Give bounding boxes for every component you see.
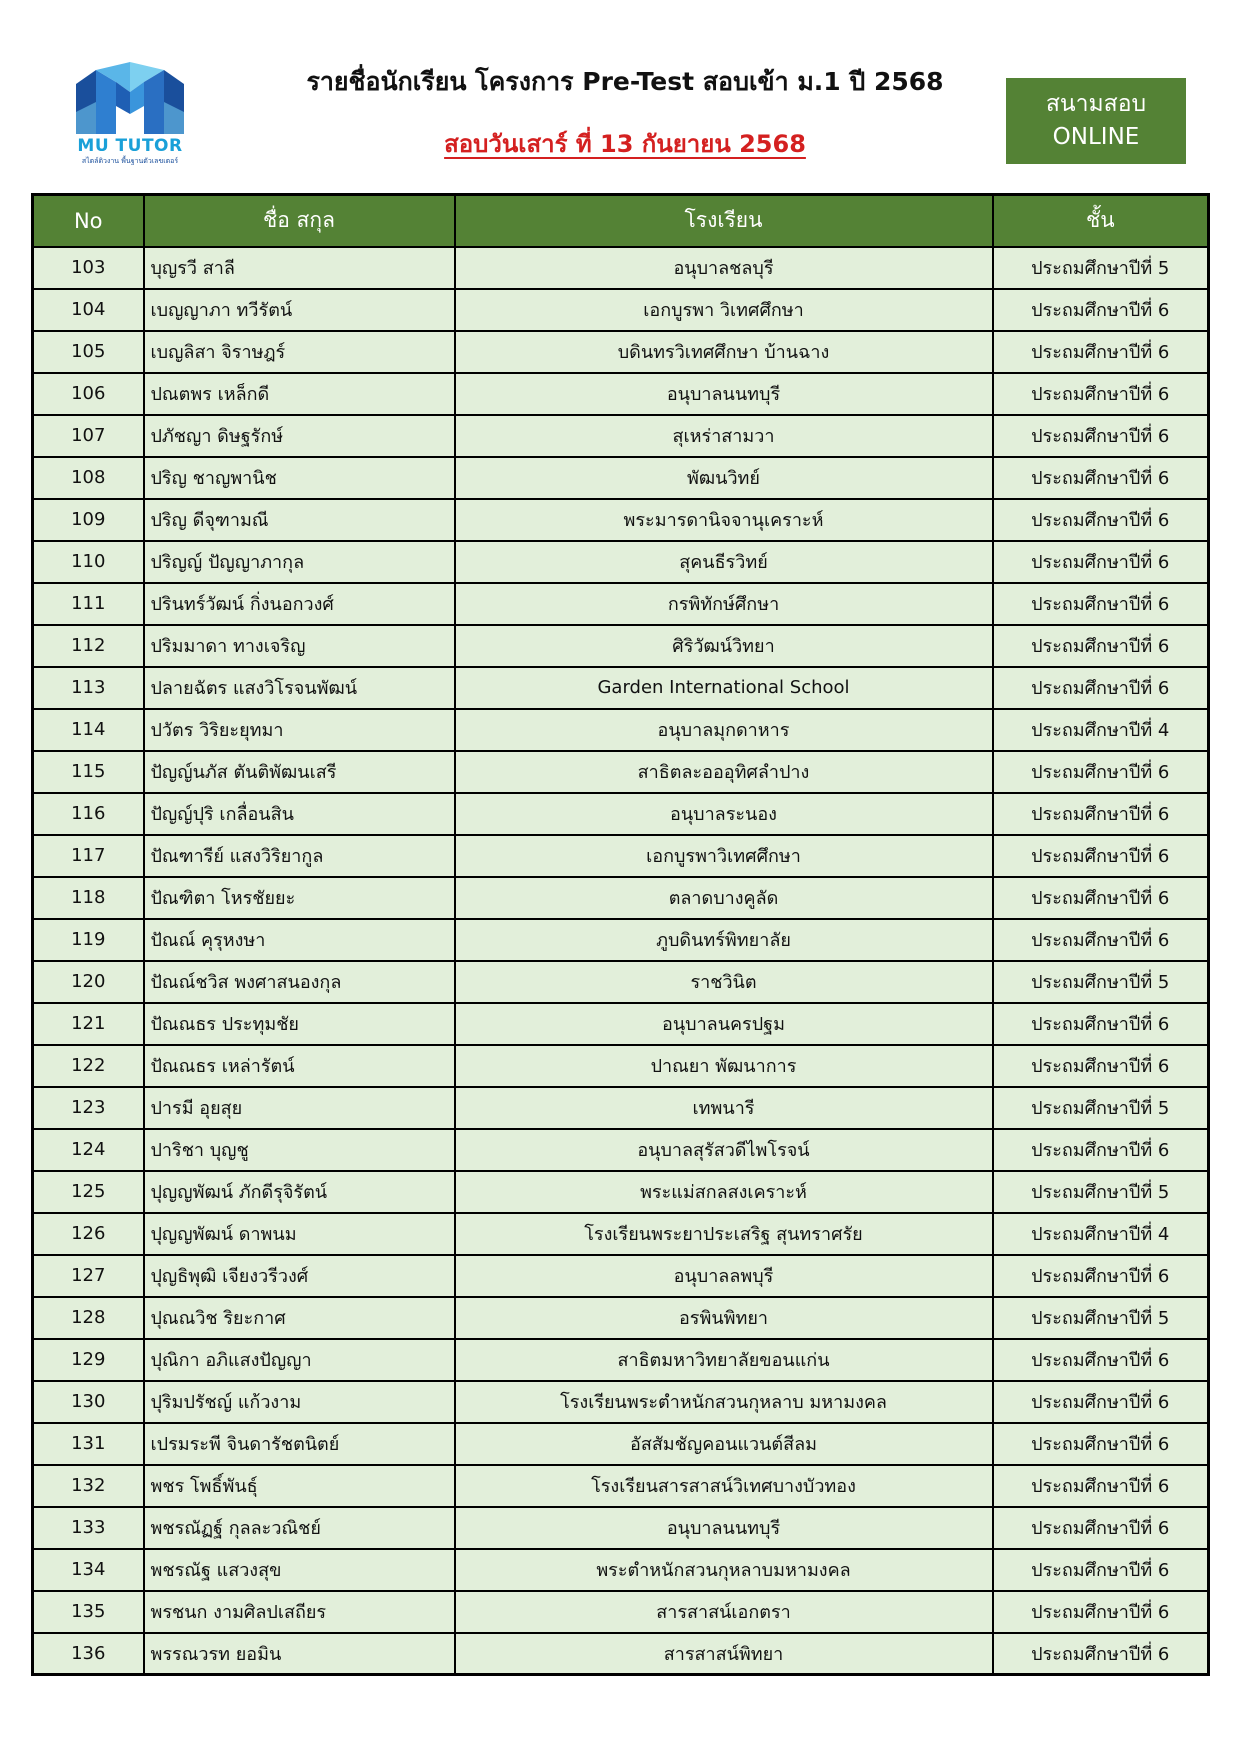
cell-grade: ประถมศึกษาปีที่ 6 xyxy=(993,1129,1209,1171)
logo-m-mark-icon xyxy=(76,62,184,134)
cell-school: สารสาสน์พิทยา xyxy=(455,1633,993,1675)
cell-name: พรรณวรท ยอมิน xyxy=(144,1633,455,1675)
cell-grade: ประถมศึกษาปีที่ 6 xyxy=(993,331,1209,373)
table-row xyxy=(33,961,1209,1003)
cell-school: อนุบาลสุรัสวดีไพโรจน์ xyxy=(455,1129,993,1171)
table-row xyxy=(33,1255,1209,1297)
cell-name: เบญลิสา จิราษฎร์ xyxy=(144,331,455,373)
cell-no: 129 xyxy=(33,1339,144,1381)
cell-no: 123 xyxy=(33,1087,144,1129)
cell-school: อนุบาลลพบุรี xyxy=(455,1255,993,1297)
cell-school: อนุบาลนนทบุรี xyxy=(455,1507,993,1549)
cell-school: ศิริวัฒน์วิทยา xyxy=(455,625,993,667)
cell-name: ปัณณ์ คุรุหงษา xyxy=(144,919,455,961)
cell-name: พรชนก งามศิลปเสถียร xyxy=(144,1591,455,1633)
cell-school: พระแม่สกลสงเคราะห์ xyxy=(455,1171,993,1213)
cell-name: ปัญญ์นภัส ตันติพัฒนเสรี xyxy=(144,751,455,793)
cell-no: 134 xyxy=(33,1549,144,1591)
column-header-name: ชื่อ สกุล xyxy=(144,195,455,247)
cell-no: 128 xyxy=(33,1297,144,1339)
cell-name: เปรมระพี จินดารัชตนิตย์ xyxy=(144,1423,455,1465)
cell-name: ปลายฉัตร แสงวิโรจนพัฒน์ xyxy=(144,667,455,709)
cell-name: ปารมี อุยสุย xyxy=(144,1087,455,1129)
cell-no: 110 xyxy=(33,541,144,583)
cell-name: ปัณฑารีย์ แสงวิริยากูล xyxy=(144,835,455,877)
cell-no: 109 xyxy=(33,499,144,541)
cell-school: สารสาสน์เอกตรา xyxy=(455,1591,993,1633)
cell-no: 111 xyxy=(33,583,144,625)
cell-grade: ประถมศึกษาปีที่ 6 xyxy=(993,1549,1209,1591)
table-row xyxy=(33,1591,1209,1633)
cell-grade: ประถมศึกษาปีที่ 6 xyxy=(993,919,1209,961)
cell-grade: ประถมศึกษาปีที่ 5 xyxy=(993,247,1209,289)
cell-name: ปริญญ์ ปัญญาภากุล xyxy=(144,541,455,583)
cell-school: เอกบูรพาวิเทศศึกษา xyxy=(455,835,993,877)
table-row xyxy=(33,1045,1209,1087)
cell-no: 130 xyxy=(33,1381,144,1423)
cell-no: 135 xyxy=(33,1591,144,1633)
cell-grade: ประถมศึกษาปีที่ 6 xyxy=(993,289,1209,331)
cell-no: 103 xyxy=(33,247,144,289)
cell-grade: ประถมศึกษาปีที่ 5 xyxy=(993,1087,1209,1129)
cell-name: ปัญญ์ปุริ เกลื่อนสิน xyxy=(144,793,455,835)
logo-brand-text: MU TUTOR xyxy=(77,136,183,156)
cell-name: พชรณัฏฐ์ กุลละวณิชย์ xyxy=(144,1507,455,1549)
cell-no: 108 xyxy=(33,457,144,499)
cell-no: 121 xyxy=(33,1003,144,1045)
cell-no: 117 xyxy=(33,835,144,877)
cell-name: ปัณฑิตา โหรชัยยะ xyxy=(144,877,455,919)
cell-grade: ประถมศึกษาปีที่ 6 xyxy=(993,1255,1209,1297)
cell-grade: ประถมศึกษาปีที่ 6 xyxy=(993,1381,1209,1423)
cell-no: 106 xyxy=(33,373,144,415)
table-row xyxy=(33,499,1209,541)
cell-grade: ประถมศึกษาปีที่ 5 xyxy=(993,1297,1209,1339)
cell-name: ปรินทร์วัฒน์ กิ่งนอกวงศ์ xyxy=(144,583,455,625)
cell-grade: ประถมศึกษาปีที่ 6 xyxy=(993,541,1209,583)
cell-school: เทพนารี xyxy=(455,1087,993,1129)
cell-name: ปุญญพัฒน์ ภักดีรุจิรัตน์ xyxy=(144,1171,455,1213)
cell-school: อนุบาลระนอง xyxy=(455,793,993,835)
student-roster-table xyxy=(31,193,1210,1676)
cell-school: พระมารดานิจจานุเคราะห์ xyxy=(455,499,993,541)
table-row xyxy=(33,583,1209,625)
table-row xyxy=(33,1171,1209,1213)
cell-name: ปริญ ดีจุฑามณี xyxy=(144,499,455,541)
cell-school: สาธิตมหาวิทยาลัยขอนแก่น xyxy=(455,1339,993,1381)
cell-grade: ประถมศึกษาปีที่ 6 xyxy=(993,1591,1209,1633)
table-row xyxy=(33,751,1209,793)
cell-grade: ประถมศึกษาปีที่ 4 xyxy=(993,1213,1209,1255)
table-row xyxy=(33,1339,1209,1381)
cell-no: 118 xyxy=(33,877,144,919)
cell-name: บุญรวี สาลี xyxy=(144,247,455,289)
cell-school: อนุบาลนนทบุรี xyxy=(455,373,993,415)
table-row xyxy=(33,1549,1209,1591)
cell-school: ปาณยา พัฒนาการ xyxy=(455,1045,993,1087)
column-header-no: No xyxy=(33,195,144,247)
cell-school: อนุบาลชลบุรี xyxy=(455,247,993,289)
cell-name: ปริมมาดา ทางเจริญ xyxy=(144,625,455,667)
cell-school: อนุบาลนครปฐม xyxy=(455,1003,993,1045)
cell-school: กรพิทักษ์ศึกษา xyxy=(455,583,993,625)
cell-no: 122 xyxy=(33,1045,144,1087)
cell-school: ราชวินิต xyxy=(455,961,993,1003)
cell-no: 125 xyxy=(33,1171,144,1213)
cell-no: 124 xyxy=(33,1129,144,1171)
cell-no: 107 xyxy=(33,415,144,457)
cell-grade: ประถมศึกษาปีที่ 6 xyxy=(993,1045,1209,1087)
logo-tagline: สไตล์ติวงาน พื้นฐานตัวเลขเตอร์ xyxy=(81,157,179,165)
cell-no: 136 xyxy=(33,1633,144,1675)
cell-name: ปุญธิพุฒิ เจียงวรีวงศ์ xyxy=(144,1255,455,1297)
table-row xyxy=(33,709,1209,751)
cell-grade: ประถมศึกษาปีที่ 6 xyxy=(993,793,1209,835)
cell-school: สุคนธีรวิทย์ xyxy=(455,541,993,583)
cell-grade: ประถมศึกษาปีที่ 6 xyxy=(993,1339,1209,1381)
cell-school: อนุบาลมุกดาหาร xyxy=(455,709,993,751)
cell-school: พัฒนวิทย์ xyxy=(455,457,993,499)
cell-no: 113 xyxy=(33,667,144,709)
cell-name: ปาริชา บุญชู xyxy=(144,1129,455,1171)
cell-school: โรงเรียนสารสาสน์วิเทศบางบัวทอง xyxy=(455,1465,993,1507)
cell-no: 119 xyxy=(33,919,144,961)
cell-no: 127 xyxy=(33,1255,144,1297)
cell-no: 114 xyxy=(33,709,144,751)
table-row xyxy=(33,1423,1209,1465)
table-row xyxy=(33,667,1209,709)
cell-name: ปัณณ์ชวิส พงศาสนองกุล xyxy=(144,961,455,1003)
table-row xyxy=(33,1507,1209,1549)
cell-school: สาธิตละอออุทิศลำปาง xyxy=(455,751,993,793)
table-header-row xyxy=(33,195,1209,247)
cell-school: ตลาดบางคูลัด xyxy=(455,877,993,919)
cell-no: 120 xyxy=(33,961,144,1003)
cell-grade: ประถมศึกษาปีที่ 6 xyxy=(993,877,1209,919)
cell-school: สุเหร่าสามวา xyxy=(455,415,993,457)
cell-no: 132 xyxy=(33,1465,144,1507)
cell-name: ปภัชญา ดิษฐรักษ์ xyxy=(144,415,455,457)
cell-school: Garden International School xyxy=(455,667,993,709)
page-title: รายชื่อนักเรียน โครงการ Pre-Test สอบเข้า ม.1 ปี 2568 xyxy=(306,67,944,96)
exam-venue-badge xyxy=(1006,78,1186,164)
cell-school: เอกบูรพา วิเทศศึกษา xyxy=(455,289,993,331)
cell-school: อรพินพิทยา xyxy=(455,1297,993,1339)
cell-grade: ประถมศึกษาปีที่ 5 xyxy=(993,961,1209,1003)
cell-grade: ประถมศึกษาปีที่ 6 xyxy=(993,625,1209,667)
cell-grade: ประถมศึกษาปีที่ 6 xyxy=(993,499,1209,541)
cell-name: ปุริมปรัชญ์ แก้วงาม xyxy=(144,1381,455,1423)
cell-school: อัสสัมชัญคอนแวนต์สีลม xyxy=(455,1423,993,1465)
table-row xyxy=(33,373,1209,415)
cell-no: 105 xyxy=(33,331,144,373)
cell-grade: ประถมศึกษาปีที่ 5 xyxy=(993,1171,1209,1213)
cell-grade: ประถมศึกษาปีที่ 6 xyxy=(993,751,1209,793)
cell-name: ปุญญพัฒน์ ดาพนม xyxy=(144,1213,455,1255)
cell-grade: ประถมศึกษาปีที่ 6 xyxy=(993,415,1209,457)
table-row xyxy=(33,541,1209,583)
table-row xyxy=(33,1129,1209,1171)
cell-name: ปุณณวิช ริยะกาศ xyxy=(144,1297,455,1339)
cell-name: ปัณณธร เหล่ารัตน์ xyxy=(144,1045,455,1087)
cell-name: ปริญ ชาญพานิช xyxy=(144,457,455,499)
column-header-grade: ชั้น xyxy=(993,195,1209,247)
table-row xyxy=(33,919,1209,961)
cell-school: ภูบดินทร์พิทยาลัย xyxy=(455,919,993,961)
mu-tutor-logo xyxy=(74,62,186,170)
cell-grade: ประถมศึกษาปีที่ 6 xyxy=(993,373,1209,415)
table-row xyxy=(33,1213,1209,1255)
cell-no: 104 xyxy=(33,289,144,331)
table-row xyxy=(33,1633,1209,1675)
cell-grade: ประถมศึกษาปีที่ 6 xyxy=(993,1507,1209,1549)
table-row xyxy=(33,877,1209,919)
cell-no: 126 xyxy=(33,1213,144,1255)
cell-name: พชรณัฐ แสวงสุข xyxy=(144,1549,455,1591)
table-row xyxy=(33,1003,1209,1045)
cell-name: พชร โพธิ์พันธุ์ xyxy=(144,1465,455,1507)
cell-grade: ประถมศึกษาปีที่ 6 xyxy=(993,1465,1209,1507)
cell-no: 112 xyxy=(33,625,144,667)
cell-grade: ประถมศึกษาปีที่ 4 xyxy=(993,709,1209,751)
table-row xyxy=(33,289,1209,331)
table-row xyxy=(33,1381,1209,1423)
cell-grade: ประถมศึกษาปีที่ 6 xyxy=(993,667,1209,709)
table-row xyxy=(33,625,1209,667)
cell-grade: ประถมศึกษาปีที่ 6 xyxy=(993,1423,1209,1465)
cell-no: 131 xyxy=(33,1423,144,1465)
cell-name: ปุณิกา อภิแสงปัญญา xyxy=(144,1339,455,1381)
cell-no: 116 xyxy=(33,793,144,835)
cell-grade: ประถมศึกษาปีที่ 6 xyxy=(993,1003,1209,1045)
table-row xyxy=(33,1465,1209,1507)
table-row xyxy=(33,1087,1209,1129)
table-row xyxy=(33,835,1209,877)
table-row xyxy=(33,1297,1209,1339)
cell-name: ปัณณธร ประทุมชัย xyxy=(144,1003,455,1045)
cell-name: ปณตพร เหล็กดี xyxy=(144,373,455,415)
cell-grade: ประถมศึกษาปีที่ 6 xyxy=(993,457,1209,499)
table-row xyxy=(33,415,1209,457)
table-row xyxy=(33,331,1209,373)
cell-grade: ประถมศึกษาปีที่ 6 xyxy=(993,1633,1209,1675)
venue-label: สนามสอบ xyxy=(1045,91,1147,117)
cell-name: ปวัตร วิริยะยุทมา xyxy=(144,709,455,751)
exam-date-subtitle: สอบวันเสาร์ ที่ 13 กันยายน 2568 xyxy=(444,130,806,158)
table-row xyxy=(33,457,1209,499)
cell-school: บดินทรวิเทศศึกษา บ้านฉาง xyxy=(455,331,993,373)
table-row xyxy=(33,247,1209,289)
cell-no: 115 xyxy=(33,751,144,793)
column-header-school: โรงเรียน xyxy=(455,195,993,247)
venue-value: ONLINE xyxy=(1052,124,1140,150)
cell-school: พระตำหนักสวนกุหลาบมหามงคล xyxy=(455,1549,993,1591)
cell-no: 133 xyxy=(33,1507,144,1549)
table-row xyxy=(33,793,1209,835)
cell-name: เบญญาภา ทวีรัตน์ xyxy=(144,289,455,331)
cell-grade: ประถมศึกษาปีที่ 6 xyxy=(993,583,1209,625)
table-body xyxy=(33,247,1209,1675)
cell-school: โรงเรียนพระตำหนักสวนกุหลาบ มหามงคล xyxy=(455,1381,993,1423)
cell-grade: ประถมศึกษาปีที่ 6 xyxy=(993,835,1209,877)
cell-school: โรงเรียนพระยาประเสริฐ สุนทราศรัย xyxy=(455,1213,993,1255)
